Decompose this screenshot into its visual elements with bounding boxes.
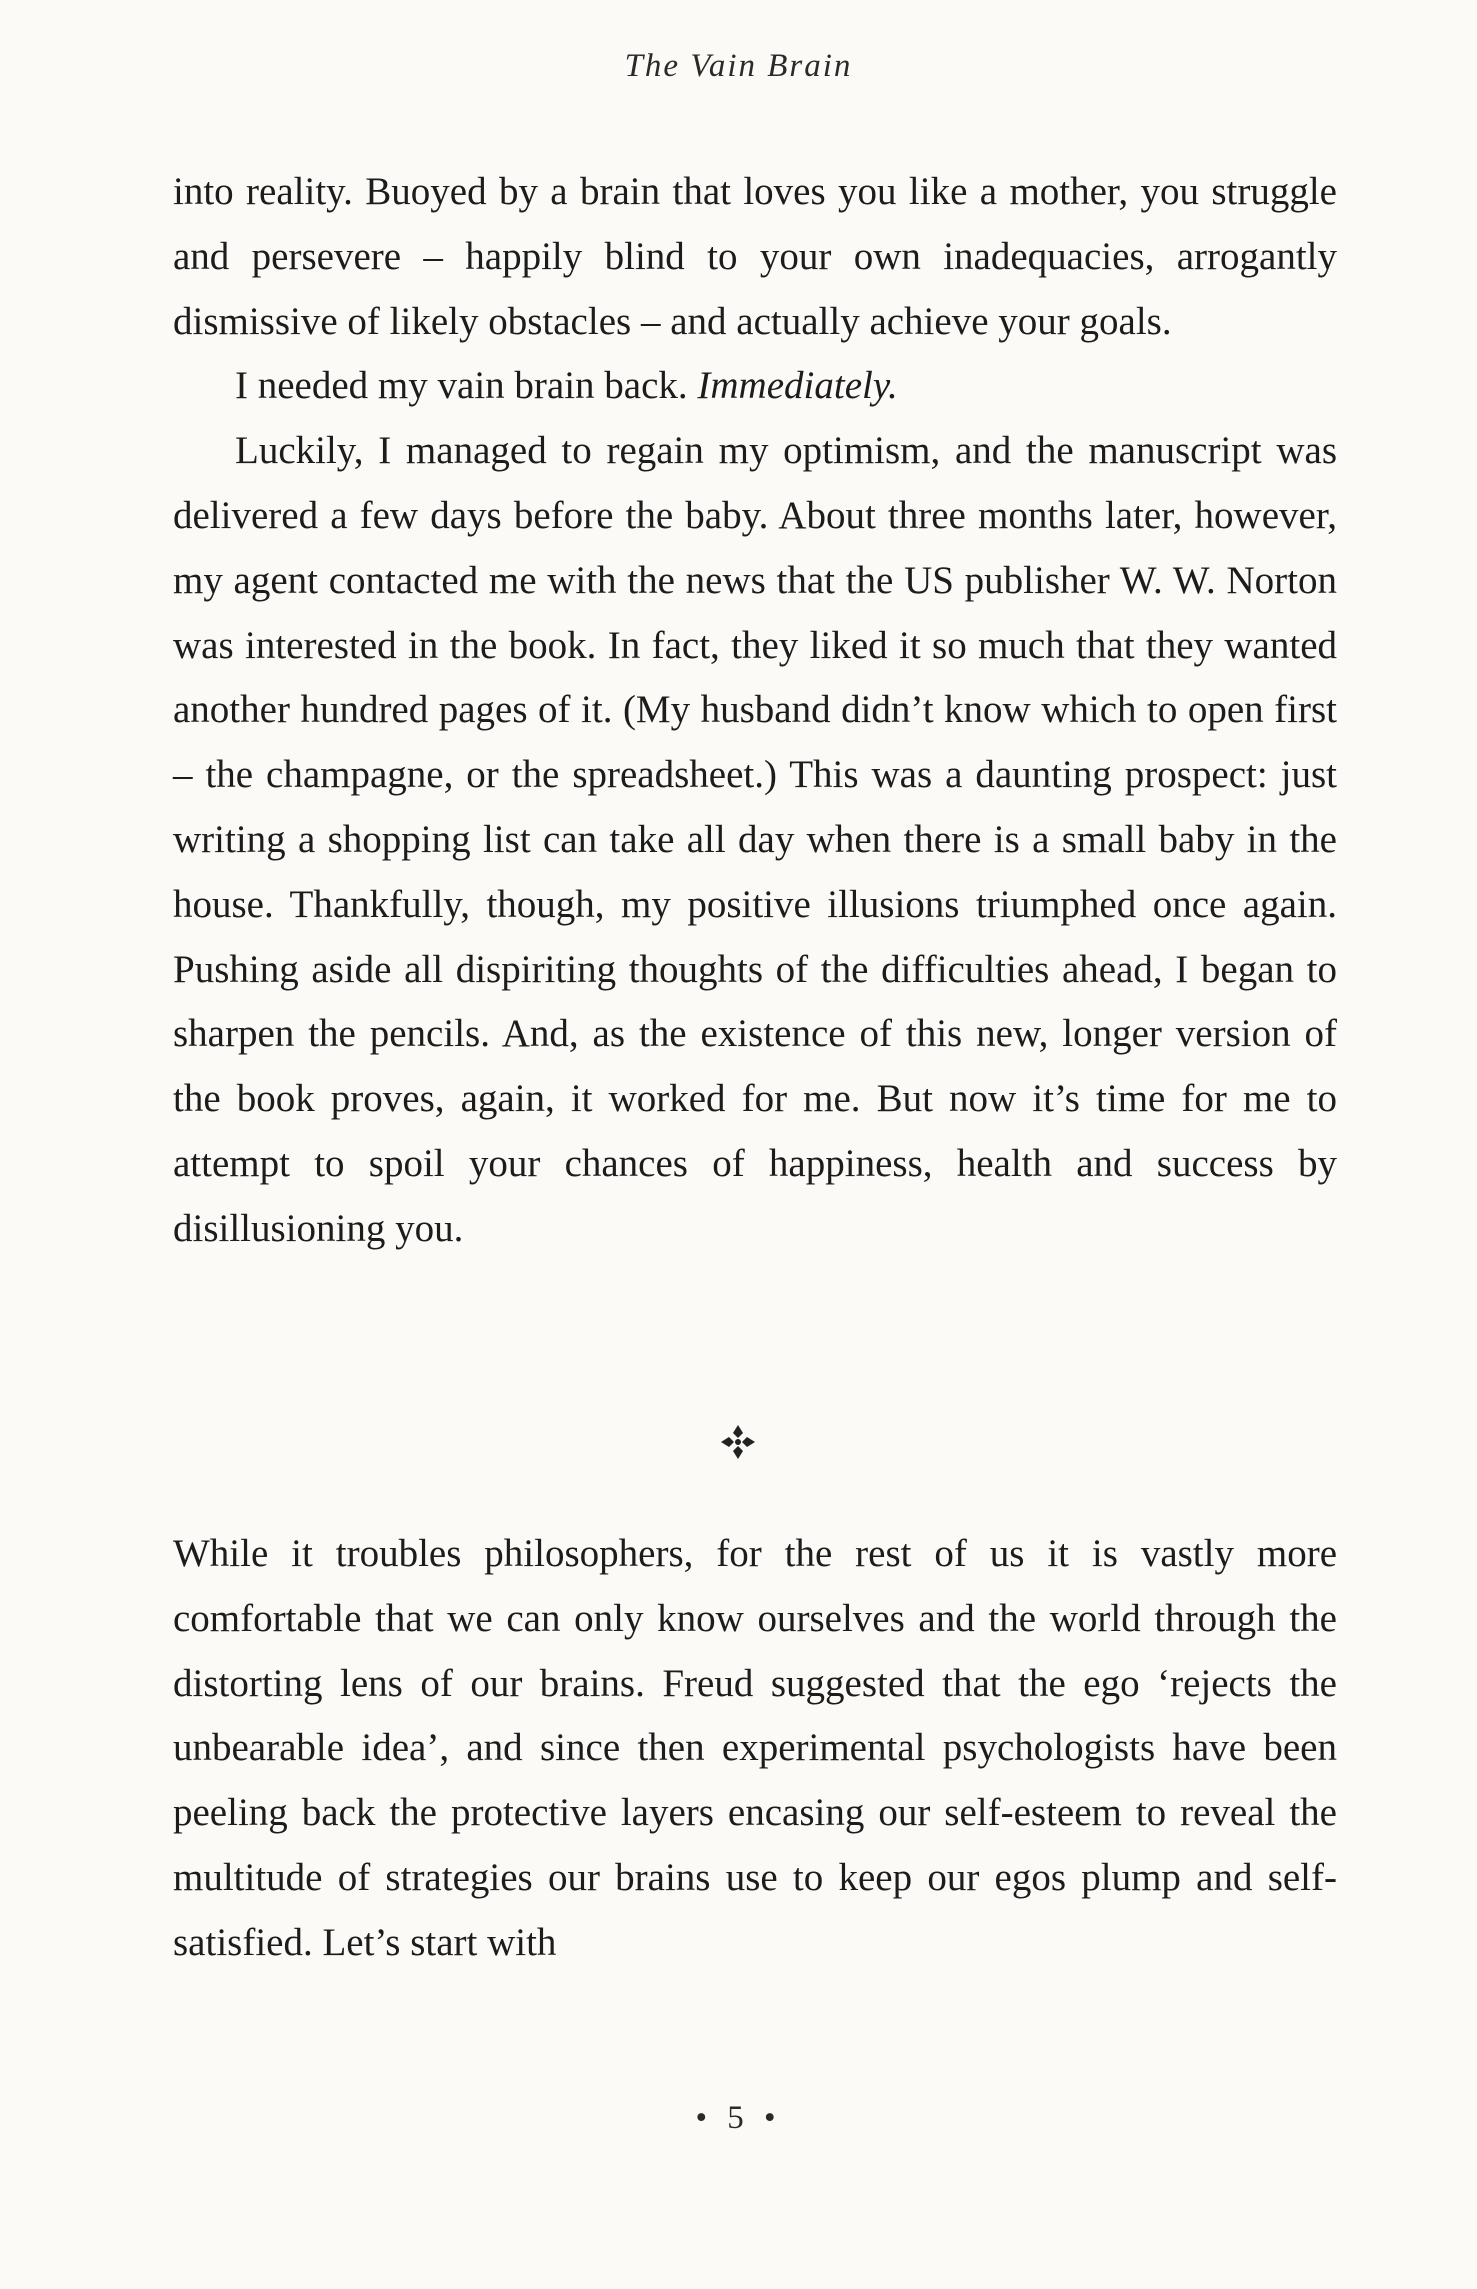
text-block-bottom [173,1522,1337,1976]
paragraph-3: Luckily, I managed to regain my optimism, and the manuscript was delivered a few days before the baby. About three months later, however, my agent contacted me with the news that the US publisher W. W. Norton was interested in the book. In fact, they liked it so much that they wanted another hundred pages of it. (My husband didn’t know which to open first – the champagne, or the spreadsheet.) This was a daunting prospect: just writing a shopping list can take all day when there is a small baby in the house. Thankfully, though, my positive illusions triumphed once again. Pushing aside all dispiriting thoughts of the difficulties ahead, I began to sharpen the pencils. And, as the existence of this new, longer version of the book proves, again, it worked for me. But now it’s time for me to attempt to spoil your chances of happiness, health and success by disillusioning you. [173,429,1337,1250]
paragraph-2-emphasis: Immediately. [697,364,898,408]
fleuron-icon [718,1422,758,1462]
paragraph-1: into reality. Buoyed by a brain that loves you like a mother, you struggle and persevere – happily blind to your own inadequacies, arrogantly dismissive of likely obstacles – and actually achieve your goals. [173,170,1337,343]
paragraph-2-text: I needed my vain brain back. [235,364,698,408]
paragraph-2 [173,354,1337,419]
paragraph-4: While it troubles philosophers, for the rest of us it is vastly more comfortable that we can only know ourselves and the world through the distorting lens of our brains. Freud suggested that the ego ‘rejects the unbearable idea’, and since then experimental psychologists have been peeling back the protective layers encasing our self-esteem to reveal the multitude of strategies our brains use to keep our egos plump and self-satisfied. Let’s start with [173,1532,1337,1964]
running-head: The Vain Brain [624,48,853,84]
page-number: • 5 • [695,2100,782,2136]
text-block-top [173,160,1337,1262]
